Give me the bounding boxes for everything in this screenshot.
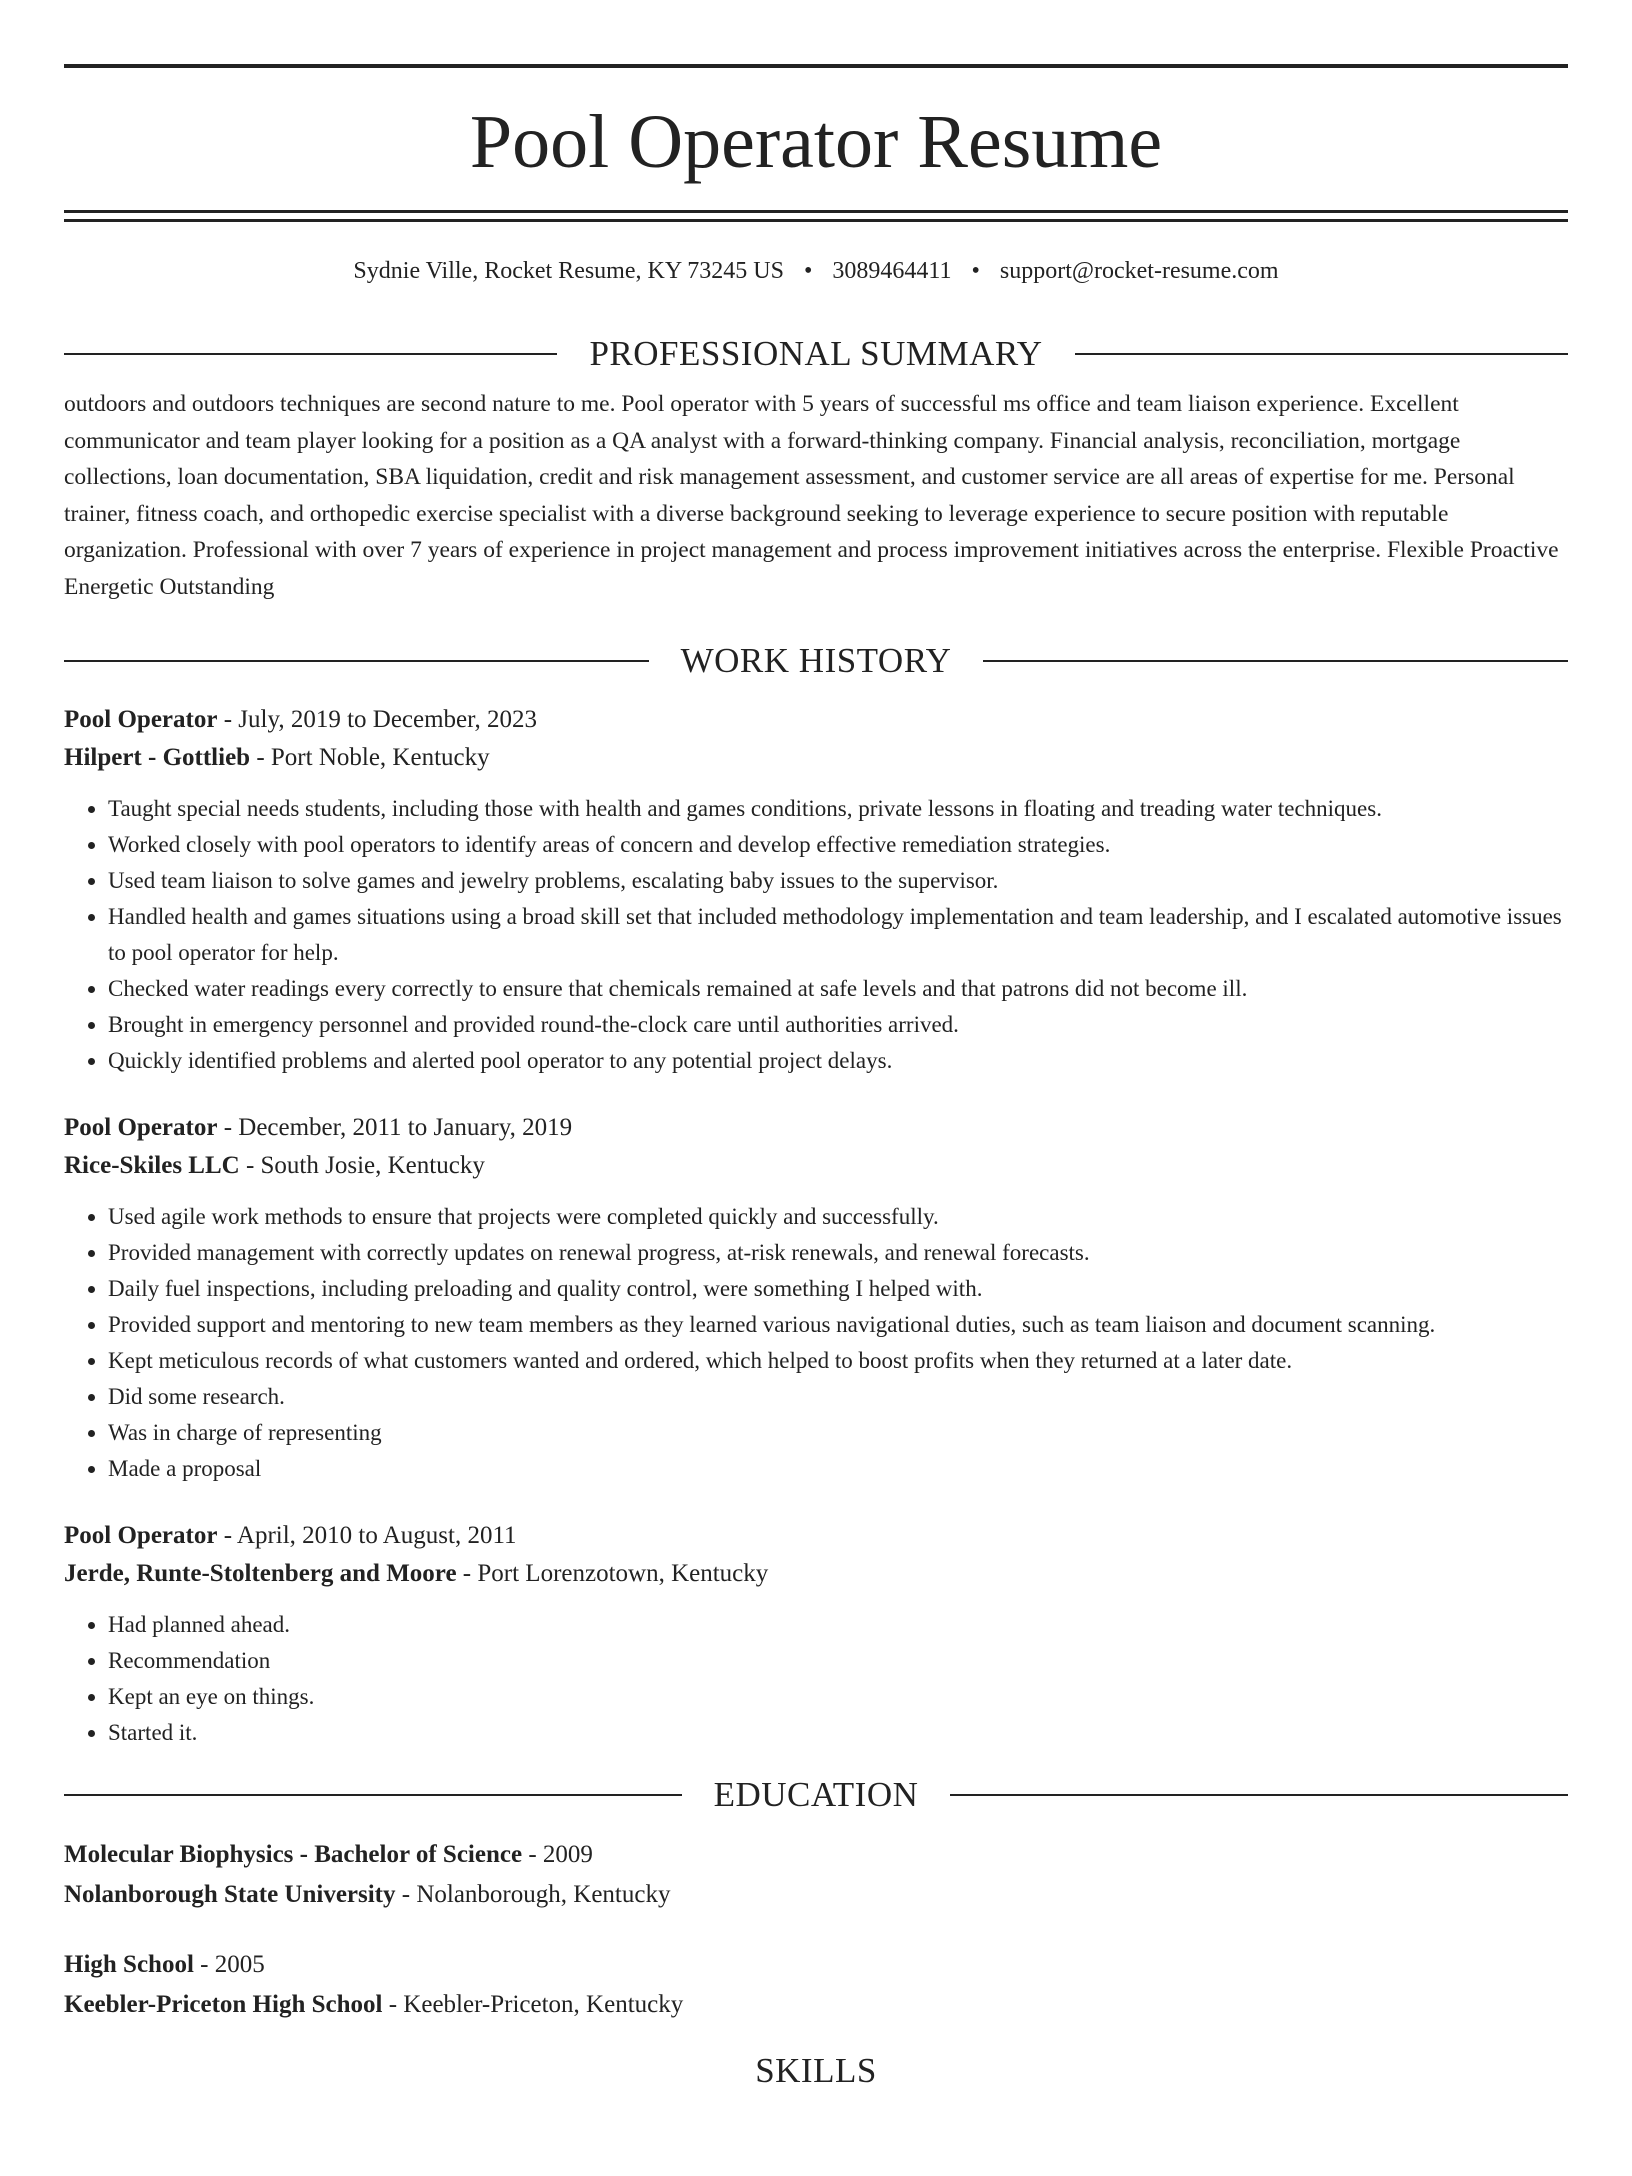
- resume-page: [0, 64, 1632, 2176]
- list-item: • Recommendation: [108, 1643, 1568, 1679]
- contact-line: [64, 258, 1568, 292]
- education-school: Nolanborough State University: [64, 1881, 396, 1908]
- job-location: - Port Noble, Kentucky: [250, 744, 490, 771]
- title-double-rule: [64, 210, 1568, 222]
- list-item: • Kept meticulous records of what customers wanted and ordered, which helped to boost profits when they returned at a later date.: [108, 1343, 1568, 1379]
- list-item: • Quickly identified problems and alerted pool operator to any potential project delays.: [108, 1043, 1568, 1079]
- job-title-line: [64, 1517, 1568, 1555]
- job-company: Jerde, Runte-Stoltenberg and Moore: [64, 1560, 457, 1587]
- summary-text: outdoors and outdoors techniques are second nature to me. Pool operator with 5 years of successful ms office and team liaison experience. Excellent communicator and team player looking for a position as a QA analyst with a forward-thinking company. Financial analysis, reconciliation, mortgage collections, loan documentation, SBA liquidation, credit and risk management assessment, and customer service are all areas of expertise for me. Personal trainer, fitness coach, and orthopedic exercise specialist with a diverse background seeking to leverage experience to secure position with reputable organization. Professional with over 7 years of experience in project management and process improvement initiatives across the enterprise. Flexible Proactive Energetic Outstanding: [64, 391, 1559, 600]
- education-year: - 2005: [193, 1951, 265, 1978]
- heading-rule: [950, 1794, 1568, 1796]
- section-heading-summary: [64, 334, 1568, 374]
- list-item: • Provided support and mentoring to new team members as they learned various navigational duties, such as team liaison and document scanning.: [108, 1307, 1568, 1343]
- section-heading-education: [64, 1775, 1568, 1815]
- work-history-list: [64, 701, 1568, 1751]
- list-item: • Taught special needs students, including those with health and games conditions, private lessons in floating and treading water techniques.: [108, 791, 1568, 827]
- contact-separator: •: [803, 258, 813, 284]
- list-item: • Daily fuel inspections, including preloading and quality control, were something I helped with.: [108, 1271, 1568, 1307]
- job-company-line: [64, 739, 1568, 777]
- education-degree-line: [64, 1945, 1568, 1985]
- heading-rule: [1075, 353, 1568, 355]
- job-bullets: [64, 791, 1568, 1079]
- job-location: - Port Lorenzotown, Kentucky: [456, 1560, 769, 1587]
- list-item: • Had planned ahead.: [108, 1607, 1568, 1643]
- education-year: - 2009: [522, 1841, 593, 1868]
- job-location: - South Josie, Kentucky: [239, 1152, 485, 1179]
- job-dates: - April, 2010 to August, 2011: [217, 1522, 517, 1549]
- list-item: • Made a proposal: [108, 1451, 1568, 1487]
- job-entry: [64, 1517, 1568, 1751]
- section-title: PROFESSIONAL SUMMARY: [589, 334, 1043, 373]
- contact-phone: 3089464411: [832, 258, 952, 284]
- education-school: Keebler-Priceton High School: [64, 1991, 383, 2018]
- education-degree: High School: [64, 1951, 194, 1978]
- contact-email: support@rocket-resume.com: [999, 258, 1279, 284]
- list-item: • Used agile work methods to ensure that projects were completed quickly and successfully.: [108, 1199, 1568, 1235]
- job-company-line: [64, 1147, 1568, 1185]
- section-heading-work: [64, 641, 1568, 681]
- list-item: • Brought in emergency personnel and provided round-the-clock care until authorities arrived.: [108, 1007, 1568, 1043]
- section-title: EDUCATION: [713, 1775, 919, 1814]
- list-item: • Handled health and games situations using a broad skill set that included methodology implementation and team leadership, and I escalated automotive issues to pool operator for help.: [108, 899, 1568, 971]
- section-title: SKILLS: [755, 2051, 877, 2090]
- education-degree-line: [64, 1835, 1568, 1875]
- education-school-line: [64, 1985, 1568, 2025]
- resume-title: Pool Operator Resume: [469, 100, 1163, 184]
- job-entry: [64, 1109, 1568, 1487]
- job-title-line: [64, 701, 1568, 739]
- list-item: • Checked water readings every correctly to ensure that chemicals remained at safe levels and that patrons did not become ill.: [108, 971, 1568, 1007]
- job-bullets: [64, 1607, 1568, 1751]
- job-title-line: [64, 1109, 1568, 1147]
- list-item: • Used team liaison to solve games and jewelry problems, escalating baby issues to the supervisor.: [108, 863, 1568, 899]
- list-item: • Worked closely with pool operators to identify areas of concern and develop effective remediation strategies.: [108, 827, 1568, 863]
- heading-rule: [64, 353, 557, 355]
- heading-rule: [64, 1794, 682, 1796]
- job-bullets: [64, 1199, 1568, 1487]
- contact-address: Sydnie Ville, Rocket Resume, KY 73245 US: [353, 258, 784, 284]
- education-degree: Molecular Biophysics - Bachelor of Science: [64, 1841, 523, 1868]
- list-item: • Kept an eye on things.: [108, 1679, 1568, 1715]
- job-title: Pool Operator: [64, 1522, 218, 1549]
- list-item: • Started it.: [108, 1715, 1568, 1751]
- heading-rule: [983, 660, 1568, 662]
- job-company: Hilpert - Gottlieb: [64, 744, 251, 771]
- job-title: Pool Operator: [64, 1114, 218, 1141]
- contact-separator: •: [971, 258, 980, 284]
- job-company: Rice-Skiles LLC: [64, 1152, 240, 1179]
- job-dates: - July, 2019 to December, 2023: [217, 706, 537, 733]
- job-title: Pool Operator: [64, 706, 218, 733]
- education-entry: [64, 1945, 1568, 2025]
- education-entry: [64, 1835, 1568, 1915]
- job-dates: - December, 2011 to January, 2019: [217, 1114, 573, 1141]
- list-item: • Was in charge of representing: [108, 1415, 1568, 1451]
- job-company-line: [64, 1555, 1568, 1593]
- section-title: WORK HISTORY: [680, 641, 952, 680]
- education-location: - Keebler-Priceton, Kentucky: [382, 1991, 684, 2018]
- section-heading-skills: [64, 2051, 1568, 2091]
- top-rule: [64, 64, 1568, 68]
- education-location: - Nolanborough, Kentucky: [395, 1881, 671, 1908]
- heading-rule: [64, 660, 649, 662]
- job-entry: [64, 701, 1568, 1079]
- list-item: • Did some research.: [108, 1379, 1568, 1415]
- education-school-line: [64, 1875, 1568, 1915]
- list-item: • Provided management with correctly updates on renewal progress, at-risk renewals, and renewal forecasts.: [108, 1235, 1568, 1271]
